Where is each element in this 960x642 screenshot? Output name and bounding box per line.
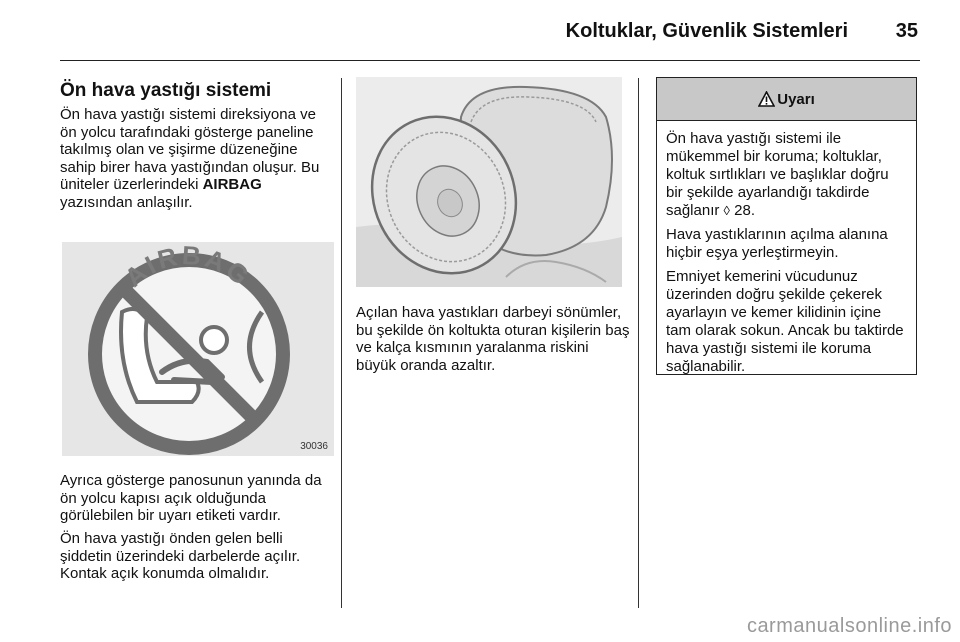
page-number: 35 xyxy=(895,20,918,42)
column-divider-left xyxy=(341,78,342,608)
figure-airbag-text: AIRBAG xyxy=(118,242,258,293)
column-divider-right xyxy=(638,78,639,608)
warning-box xyxy=(656,77,917,375)
warning-title: Uyarı xyxy=(777,90,815,108)
deployed-airbag-illustration xyxy=(356,77,622,287)
warning-paragraph-2: Hava yastıklarının açılma alanına hiçbir eşya yerleştirmeyin. xyxy=(666,226,888,261)
watermark: carmanualsonline.info xyxy=(746,615,952,637)
page-reference-arrow-icon: ◊ xyxy=(723,203,730,218)
airbag-bold-text: AIRBAG xyxy=(202,176,262,193)
warning-paragraph-3: Emniyet kemerini vücudunuz üzerinden doğru şekilde çekerek ayarlayın ve kemer kilidinin içine tam olarak sokun. Ancak bu taktirde hava yastığı sistemi ile koruma sağlanabilir. xyxy=(666,268,904,375)
intro-text: Ön hava yastığı sistemi direksiyona ve ön yolcu tarafındaki gösterge paneline takılmış olan ve şişirme düzeneğine sahip birer hava yastığından oluşur. Bu üniteler üzerlerindeki xyxy=(60,106,320,193)
warning-paragraph-1 xyxy=(666,130,907,220)
header-rule xyxy=(60,60,920,61)
airbag-warning-label-figure xyxy=(62,242,334,456)
deployed-airbags-figure xyxy=(356,77,622,287)
page-reference[interactable]: 28. xyxy=(729,202,756,219)
warning-p1-text: Ön hava yastığı sistemi ile mükemmel bir koruma; koltuklar, koltuk sırtlıkları ve başlıklar doğru bir şekilde ayarlandığı takdirde sağlanır xyxy=(666,130,889,219)
warning-body xyxy=(657,121,916,376)
page-header-title: Koltuklar, Güvenlik Sistemleri xyxy=(565,20,848,42)
intro-paragraph xyxy=(60,106,332,211)
paragraph-label-location: Ayrıca gösterge panosunun yanında da ön yolcu kapısı açık olduğunda görülebilen bir uyarı etiketi vardır. xyxy=(60,472,322,524)
paragraph-deployment: Ön hava yastığı önden gelen belli şiddetin üzerindeki darbelerde açılır. Kontak açık konumda olmalıdır. xyxy=(60,530,301,582)
warning-header xyxy=(657,78,916,121)
airbag-prohibition-icon xyxy=(62,242,334,456)
airbag-caption: Açılan hava yastıkları darbeyi sönümler, bu şekilde ön koltukta oturan kişilerin baş ve kalça kısmının yaralanma riskini büyük oranda azaltır. xyxy=(356,304,630,374)
intro-text-end: yazısından anlaşılır. xyxy=(60,193,193,211)
figure-code: 30036 xyxy=(300,441,328,452)
section-heading: Ön hava yastığı sistemi xyxy=(60,80,272,101)
warning-triangle-icon xyxy=(758,91,775,107)
